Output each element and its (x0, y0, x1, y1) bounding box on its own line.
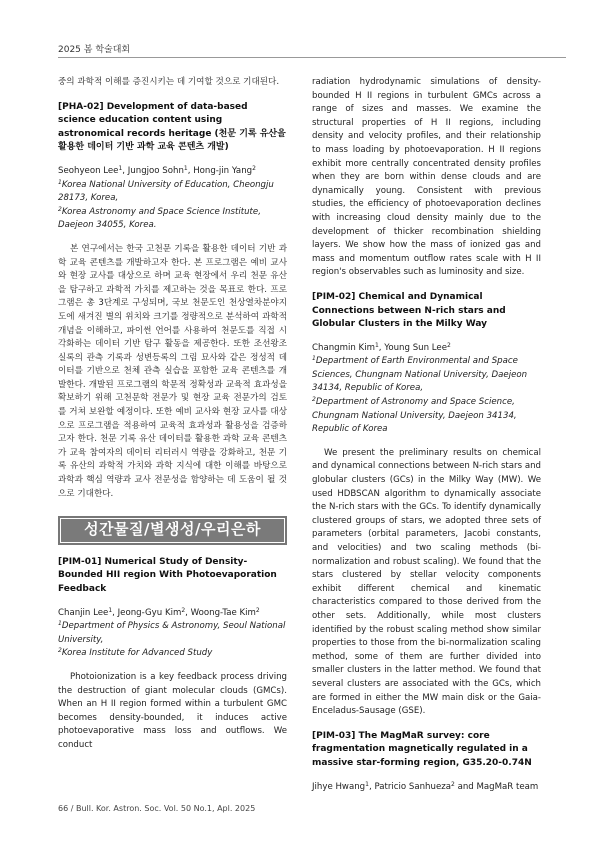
header-rule (58, 57, 566, 58)
author-name: Woong-Tae Kim (190, 607, 256, 618)
affiliation-text: Korea Institute for Advanced Study (61, 648, 213, 659)
author-name: Jungjoo Sohn (127, 165, 184, 176)
abstract-body-pim02: We present the preliminary results on chemical and dynamical connections between N-rich stars and globular clusters (GCs) in the Milky Way (MW). We used HDBSCAN algorithm to dynamically associate the N-rich stars with the GCs. To identify dynamically clustered groups of stars, we adopted three sets of parameters (orbital parameters, Jacobi constants, and velocities) and two scaling methods (bi-normalization and robust scaling). We found that the stars clustered by stellar velocity components exhibit different chemical and kinematic characteristics compared to those derived from the other sets. Additionally, while most clusters identified by the robust scaling method show similar properties to those from the bi-normalization scaling method, some of them are further divided into smaller clusters in the latter method. We found that several clusters are associated with the GCs, which are formed in either the MW main disk or the Gaia-Enceladus-Sausage (GSE). (312, 447, 541, 717)
section-banner-label: 성간물질/별생성/우리은하 (60, 518, 285, 543)
section-banner (58, 516, 287, 545)
right-column (312, 76, 541, 794)
affiliation (58, 179, 287, 206)
abstract-title-pim03: [PIM-03] The MagMaR survey: core fragmentation magnetically regulated in a massive star-forming region, G35.20-0.74N (312, 730, 532, 768)
page-footer: 66 / Bull. Kor. Astron. Soc. Vol. 50 No.1, Apl. 2025 (58, 804, 256, 813)
affiliation (312, 396, 541, 437)
affiliation (58, 647, 287, 661)
spacer (58, 661, 287, 671)
left-column (58, 76, 287, 753)
author-sep: , (187, 165, 194, 176)
affiliation-text: Department of Physics & Astronomy, Seoul National University, (58, 621, 286, 645)
author-sep: , (112, 607, 118, 618)
author-sup: 2 (447, 341, 451, 349)
author-list-pim01 (58, 607, 287, 621)
author-sup: 1 (374, 341, 379, 349)
affiliation-text: Department of Astronomy and Space Science, Chungnam National University, Daejeon 34134, Republic of Korea (312, 397, 517, 435)
abstract-body-pim01: Photoionization is a key feedback process driving the destruction of giant molecular clouds (GMCs). When an H II region formed within a turbulent GMC becomes density-bounded, it induces active photoevaporative mass loss and outflows. We conduct (58, 671, 287, 750)
affiliation-sup: 1 (312, 355, 316, 363)
author-sup: 1 (118, 164, 123, 172)
affiliation (58, 206, 287, 233)
author-name: Chanjin Lee (58, 607, 109, 618)
continuation-text: 중의 과학적 이해를 증진시키는 데 기여할 것으로 기대된다. (58, 77, 280, 87)
author-list-pha02 (58, 165, 287, 179)
abstract-body-pim01-continued: radiation hydrodynamic simulations of density-bounded H II regions in turbulent GMCs across a range of sizes and masses. We examine the structural properties of H II regions, including density and velocity profiles, and their relationship to mass loading by photoevaporation. H II regions exhibit more centrally concentrated density profiles when they are born within dense clouds and are dynamically young. Consistent with previous studies, the efficiency of photoevaporation declines with increasing cloud density mainly due to the development of thicker recombination shielding layers. We show how the mass of ionized gas and mass and momentum outflow rates scale with H II region's observables such as luminosity and size. (312, 77, 541, 278)
author-sup: 1 (108, 606, 113, 614)
author-sep: , (122, 165, 128, 176)
abstract-body-pha02: 본 연구에서는 한국 고천문 기록을 활용한 데이터 기반 과학 교육 콘텐츠를 개발하고자 한다. 본 프로그램은 예비 교사와 현장 교사를 대상으로 하며 교육 현장에서 우리 천문 유산을 탐구하고 과학적 가치를 제고하는 것을 목표로 한다. 프로그램은 총 3단계로 구성되며, 국보 천문도인 천상열차분야지도에 새겨진 별의 위치와 크기를 정량적으로 분석하여 과학적 개념을 이해하고, 파이썬 언어를 사용하여 천문도를 직접 시각화하는 데이터 기반 탐구 활동을 제공한다. 또한 조선왕조실록의 관측 기록과 성변등록의 그림 묘사와 같은 정성적 데이터를 기반으로 천체 관측 실습을 포함한 교육 콘텐츠를 개발한다. 개발된 프로그램의 학문적 정확성과 교육적 효과성을 확보하기 위해 고천문학 전문가 및 현장 교육 전문가의 검토를 거쳐 보완할 예정이다. 또한 예비 교사와 현장 교사를 대상으로 프로그램을 적용하여 교육적 효과성과 활용성을 검증하고자 한다. 천문 기록 유산 데이터를 활용한 과학 교육 콘텐츠가 교육 참여자의 데이터 리터러시 역량을 강화하고, 천문 기록 유산의 과학적 가치와 과학 지식에 대한 이해를 바탕으로 과학과 핵심 역량과 교사 전문성을 함양하는 데 도움이 될 것으로 기대한다. (58, 243, 287, 499)
spacer (312, 437, 541, 447)
author-name: Hong-jin Yang (193, 165, 253, 176)
author-sup: 2 (181, 606, 186, 614)
abstract-title-pha02: [PHA-02] Development of data-based science education content using astronomical records heritage (천문 기록 유산을 활용한 데이터 기반 과학 교육 콘텐츠 개발) (58, 101, 286, 153)
abstract-title-pim02: [PIM-02] Chemical and Dynamical Connections between N-rich stars and Globular Clusters in the Milky Way (312, 291, 506, 330)
affiliation-text: Department of Earth Environmental and Space Sciences, Chungnam National University, Daejeon 34134, Republic of Korea, (312, 356, 528, 394)
affiliation-sup: 2 (58, 647, 62, 655)
affiliation (58, 620, 287, 647)
author-sep: , (378, 342, 385, 353)
author-list-pim03 (312, 781, 541, 795)
running-head: 2025 봄 학술대회 (58, 45, 131, 55)
affiliation-sup: 2 (58, 205, 62, 213)
author-sep: , (368, 781, 375, 792)
author-sup: 2 (451, 780, 455, 788)
author-name: Changmin Kim (312, 342, 375, 353)
author-list-pim02 (312, 342, 541, 356)
author-sup: 1 (365, 780, 369, 788)
affiliation (312, 355, 541, 396)
author-sup: 2 (252, 164, 256, 172)
author-name: Seohyeon Lee (58, 165, 119, 176)
author-sup: 1 (183, 164, 188, 172)
author-name: Jihye Hwang (312, 781, 366, 792)
spacer (58, 233, 287, 243)
affiliation-sup: 2 (312, 396, 316, 404)
affiliation-sup: 1 (58, 178, 62, 186)
affiliation-text: Korea Astronomy and Space Science Institute, Daejeon 34055, Korea. (58, 206, 261, 231)
author-name: Patricio Sanhueza (374, 781, 452, 792)
author-name: Young Sun Lee (384, 342, 447, 353)
author-sup: 2 (255, 606, 260, 614)
author-sep: , (185, 607, 191, 618)
author-name: Jeong-Gyu Kim (117, 607, 182, 618)
affiliation-text: Korea National University of Education, Cheongju 28173, Korea, (58, 179, 274, 204)
author-sep: and MagMaR team (454, 781, 539, 792)
affiliation-sup: 1 (58, 620, 62, 628)
abstract-title-pim01: [PIM-01] Numerical Study of Density-Bounded HII region With Photoevaporation Feedback (58, 556, 277, 594)
